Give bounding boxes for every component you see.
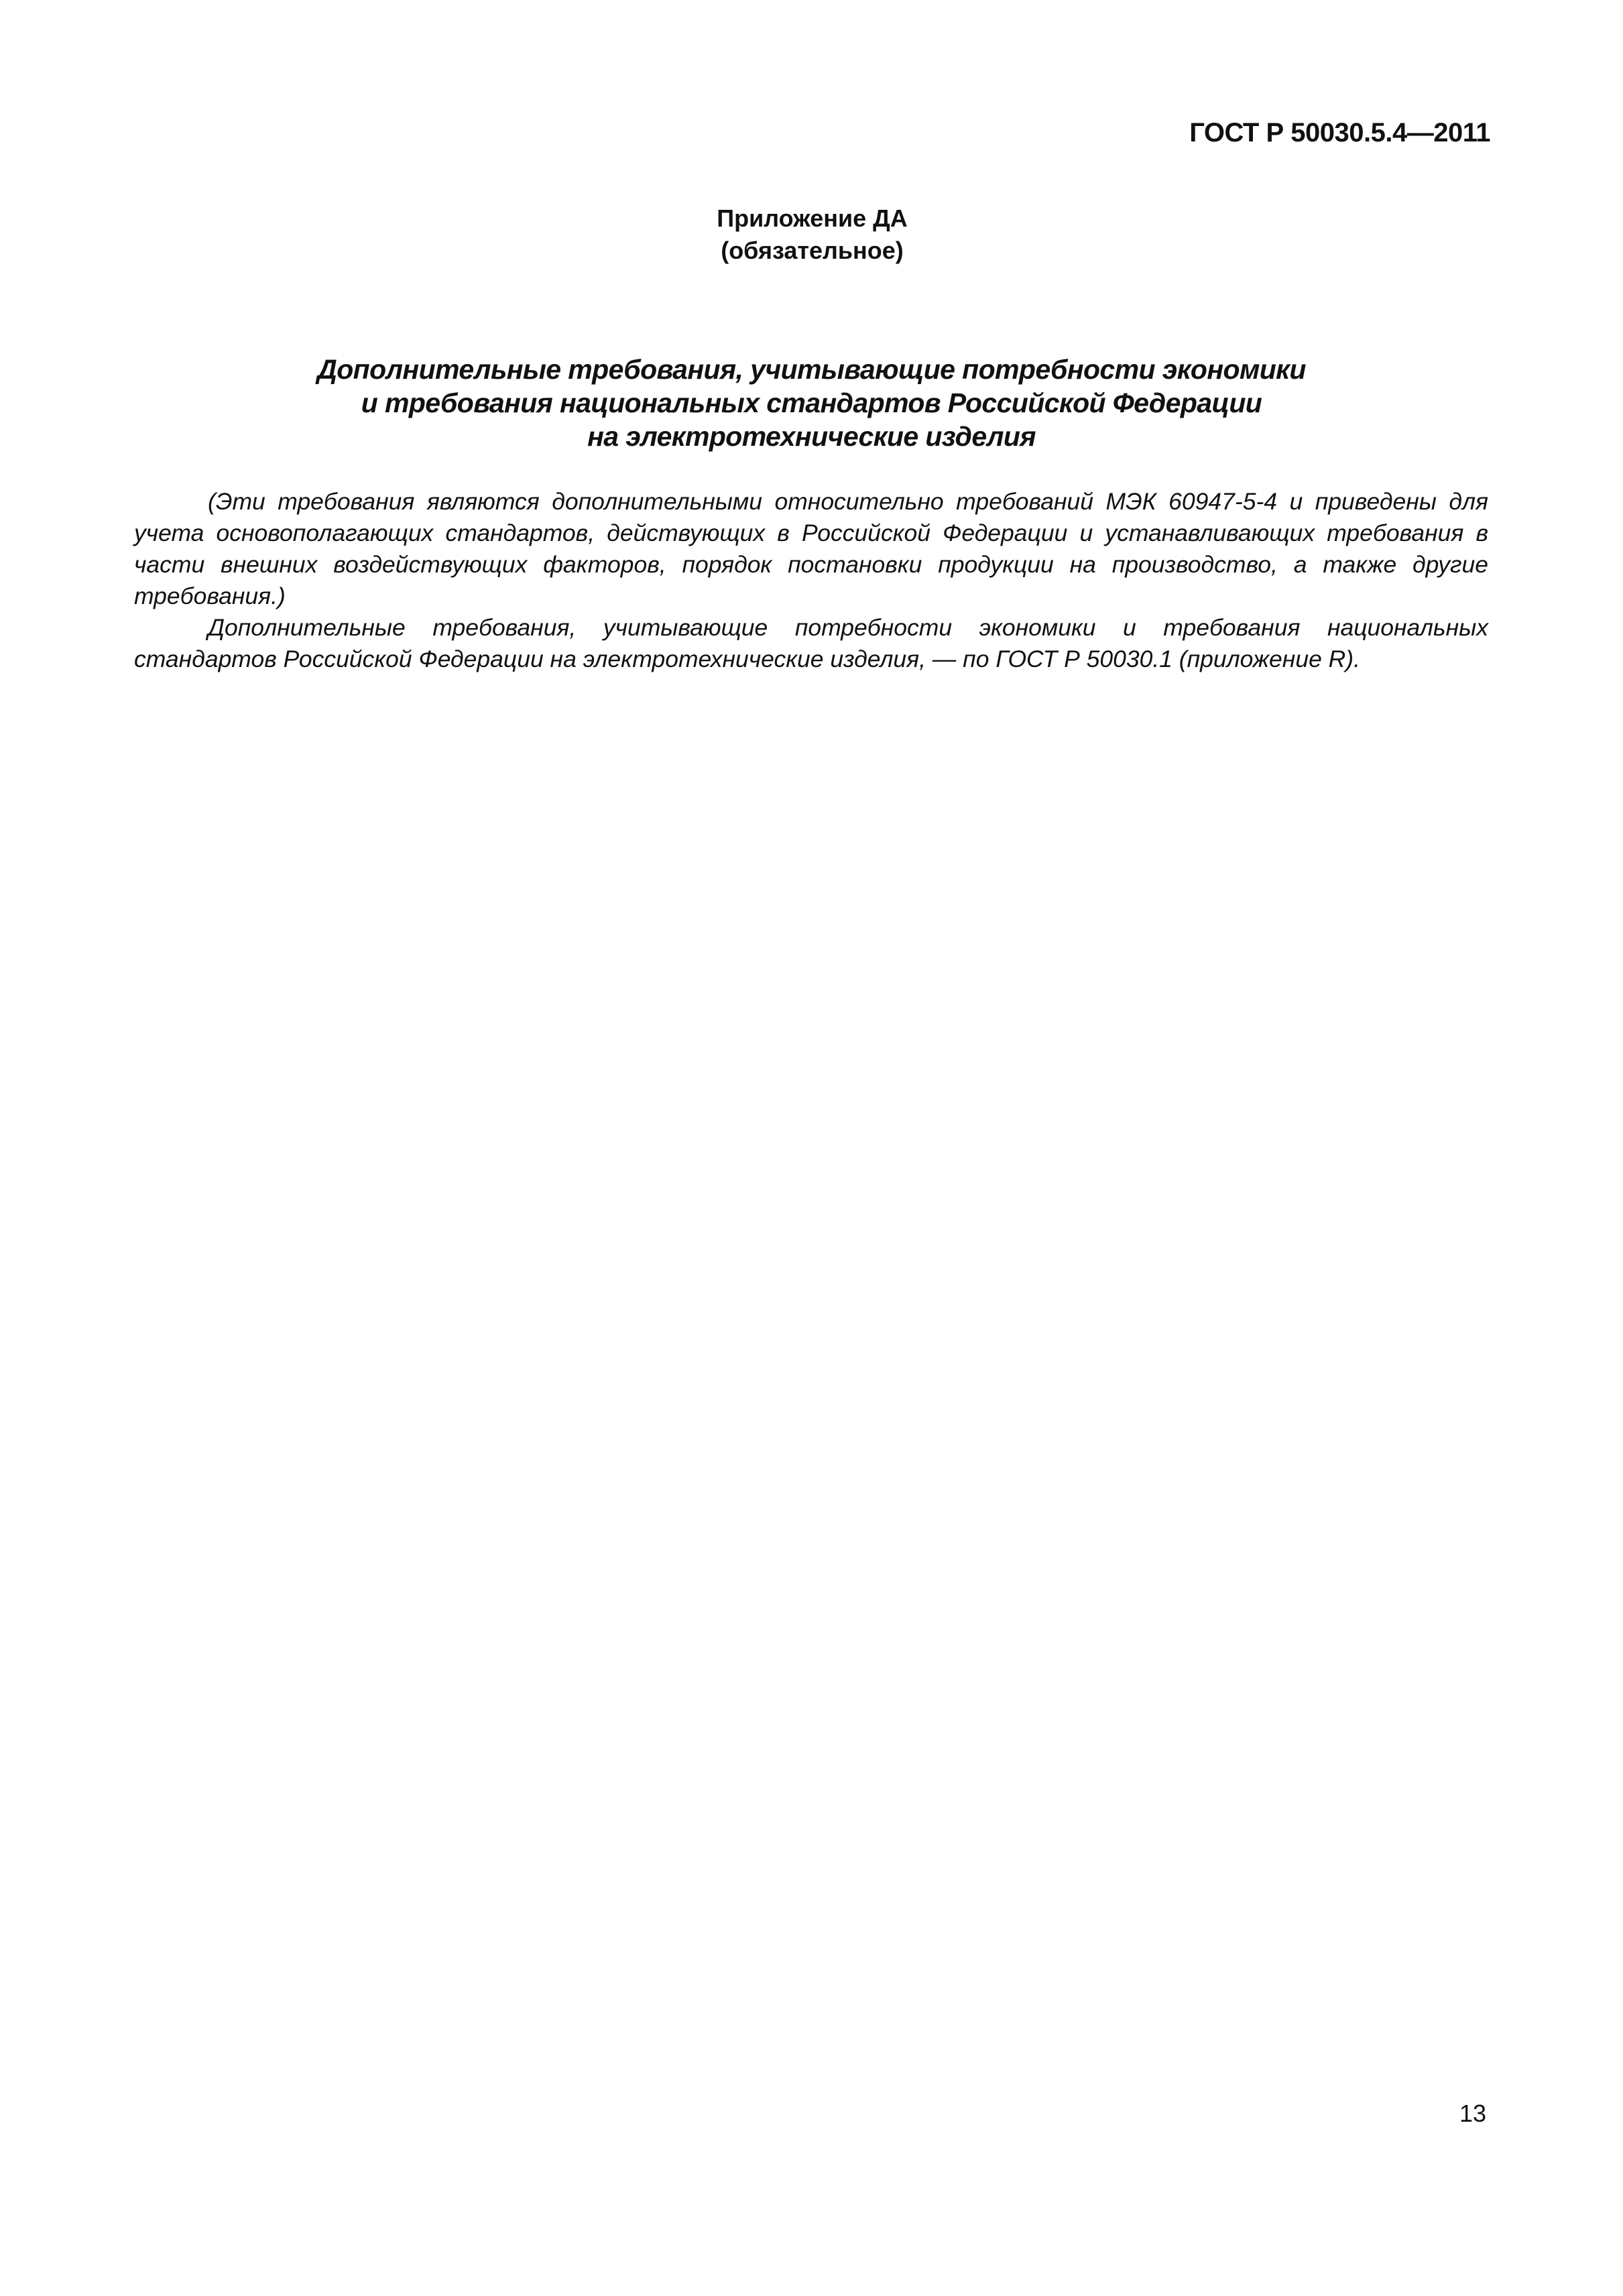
annex-heading [0, 202, 1623, 267]
standard-id-header: ГОСТ Р 50030.5.4—2011 [1189, 118, 1490, 147]
annex-status: (обязательное) [721, 237, 904, 264]
page-number: 13 [1459, 2100, 1486, 2127]
annex-body [134, 486, 1488, 675]
body-paragraph: Дополнительные требования, учитывающие потребности экономики и требования национальных стандартов Российской Федерации на электротехнические изделия, — по ГОСТ Р 50030.1 (приложение R). [134, 614, 1488, 672]
body-paragraph: (Эти требования являются дополнительными относительно требований МЭК 60947-5-4 и приведены для учета основополагающих стандартов, действующих в Российской Федерации и устанавливающих требования в части внешних воздействующих факторов, порядок постановки продукции на производство, а также другие требования.) [134, 488, 1488, 609]
annex-title-line: Дополнительные требования, учитывающие потребности экономики [317, 354, 1306, 385]
annex-label: Приложение ДА [717, 204, 908, 232]
annex-title [0, 353, 1623, 453]
annex-title-line: на электротехнические изделия [587, 421, 1036, 452]
annex-title-line: и требования национальных стандартов Российской Федерации [361, 387, 1262, 418]
